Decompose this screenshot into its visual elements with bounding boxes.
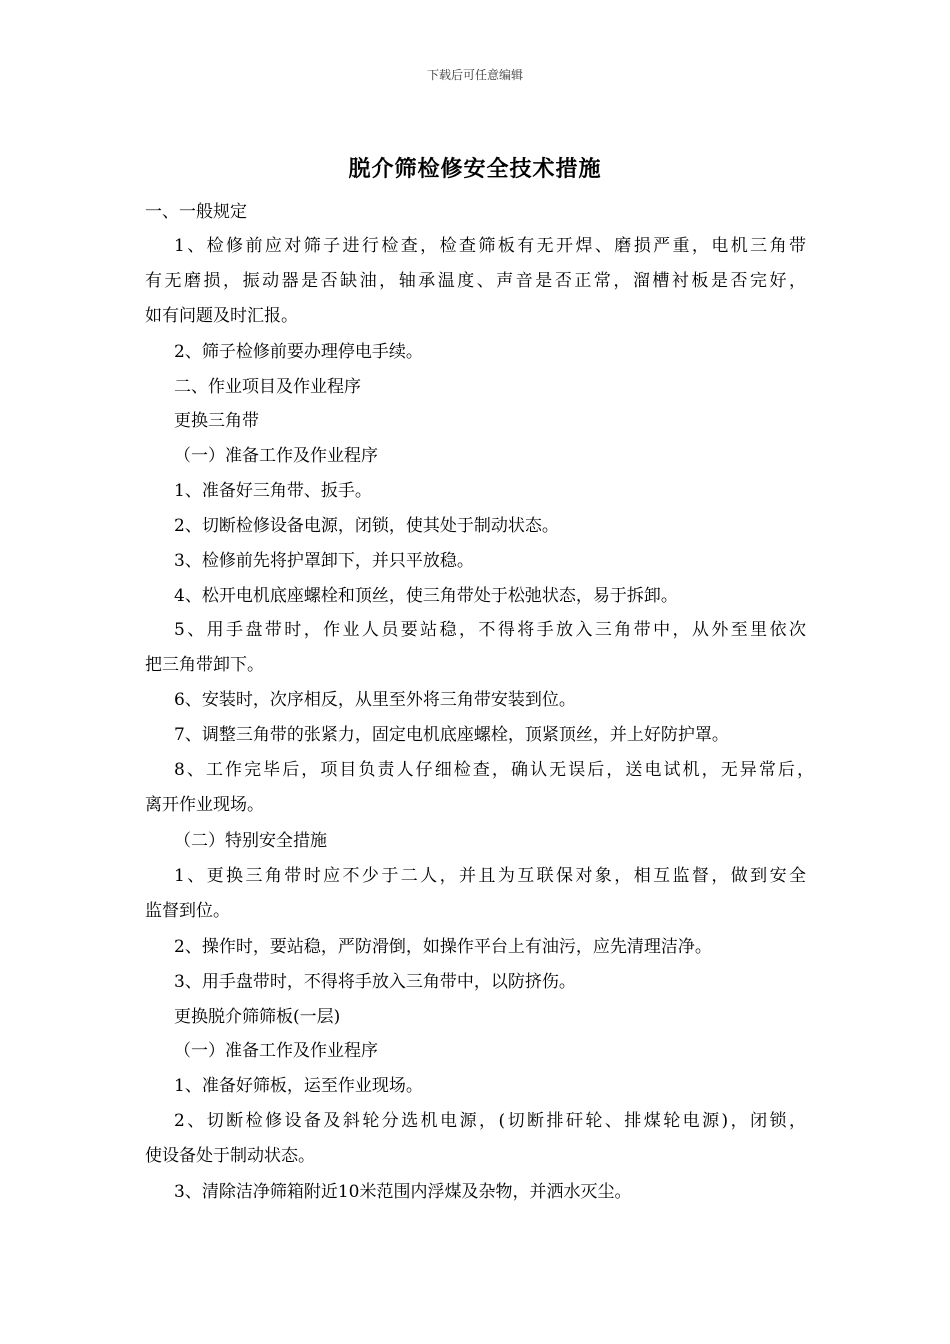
- paragraph-line: 4、松开电机底座螺栓和顶丝，使三角带处于松弛状态，易于拆卸。: [174, 586, 678, 606]
- paragraph-line: 7、调整三角带的张紧力，固定电机底座螺栓，顶紧顶丝，并上好防护罩。: [174, 725, 729, 745]
- paragraph-line: 1、检修前应对筛子进行检查，检查筛板有无开焊、磨损严重，电机三角带: [174, 236, 806, 256]
- subsection-heading: （一）准备工作及作业程序: [174, 1041, 378, 1061]
- section-heading: 一、一般规定: [145, 202, 247, 222]
- paragraph-line: 离开作业现场。: [145, 795, 264, 815]
- subsection-heading: （一）准备工作及作业程序: [174, 446, 378, 466]
- header-note: 下载后可任意编辑: [426, 68, 523, 82]
- paragraph-line: 6、安装时，次序相反，从里至外将三角带安装到位。: [174, 690, 576, 710]
- subsection-heading: 更换三角带: [174, 411, 259, 431]
- paragraph-line: 2、切断检修设备电源，闭锁，使其处于制动状态。: [174, 516, 559, 536]
- paragraph-line: 3、检修前先将护罩卸下，并只平放稳。: [174, 551, 474, 571]
- paragraph-line: 2、切断检修设备及斜轮分选机电源，(切断排矸轮、排煤轮电源)，闭锁，: [174, 1111, 806, 1131]
- paragraph-line: 8、工作完毕后，项目负责人仔细检查，确认无误后，送电试机，无异常后，: [174, 760, 814, 780]
- paragraph-line: 把三角带卸下。: [145, 655, 264, 675]
- paragraph-line: 2、筛子检修前要办理停电手续。: [174, 342, 423, 362]
- subsection-heading: （二）特别安全措施: [174, 831, 327, 851]
- paragraph-line: 1、更换三角带时应不少于二人，并且为互联保对象，相互监督，做到安全: [174, 866, 806, 886]
- paragraph-line: 3、用手盘带时，不得将手放入三角带中，以防挤伤。: [174, 972, 576, 992]
- paragraph-line: 使设备处于制动状态。: [145, 1146, 315, 1166]
- paragraph-line: 5、用手盘带时，作业人员要站稳，不得将手放入三角带中，从外至里依次: [174, 620, 806, 640]
- paragraph-line: 监督到位。: [145, 901, 230, 921]
- paragraph-line: 3、清除洁净筛箱附近10米范围内浮煤及杂物，并洒水灭尘。: [174, 1182, 632, 1202]
- subsection-heading: 更换脱介筛筛板(一层): [174, 1007, 341, 1027]
- document-title: 脱介筛检修安全技术措施: [348, 156, 602, 182]
- paragraph-line: 1、准备好三角带、扳手。: [174, 481, 372, 501]
- paragraph-line: 有无磨损，振动器是否缺油，轴承温度、声音是否正常，溜槽衬板是否完好，: [145, 271, 806, 291]
- paragraph-line: 1、准备好筛板，运至作业现场。: [174, 1076, 423, 1096]
- paragraph-line: 2、操作时，要站稳，严防滑倒，如操作平台上有油污，应先清理洁净。: [174, 937, 712, 957]
- paragraph-line: 如有问题及时汇报。: [145, 306, 298, 326]
- section-heading: 二、作业项目及作业程序: [174, 377, 361, 397]
